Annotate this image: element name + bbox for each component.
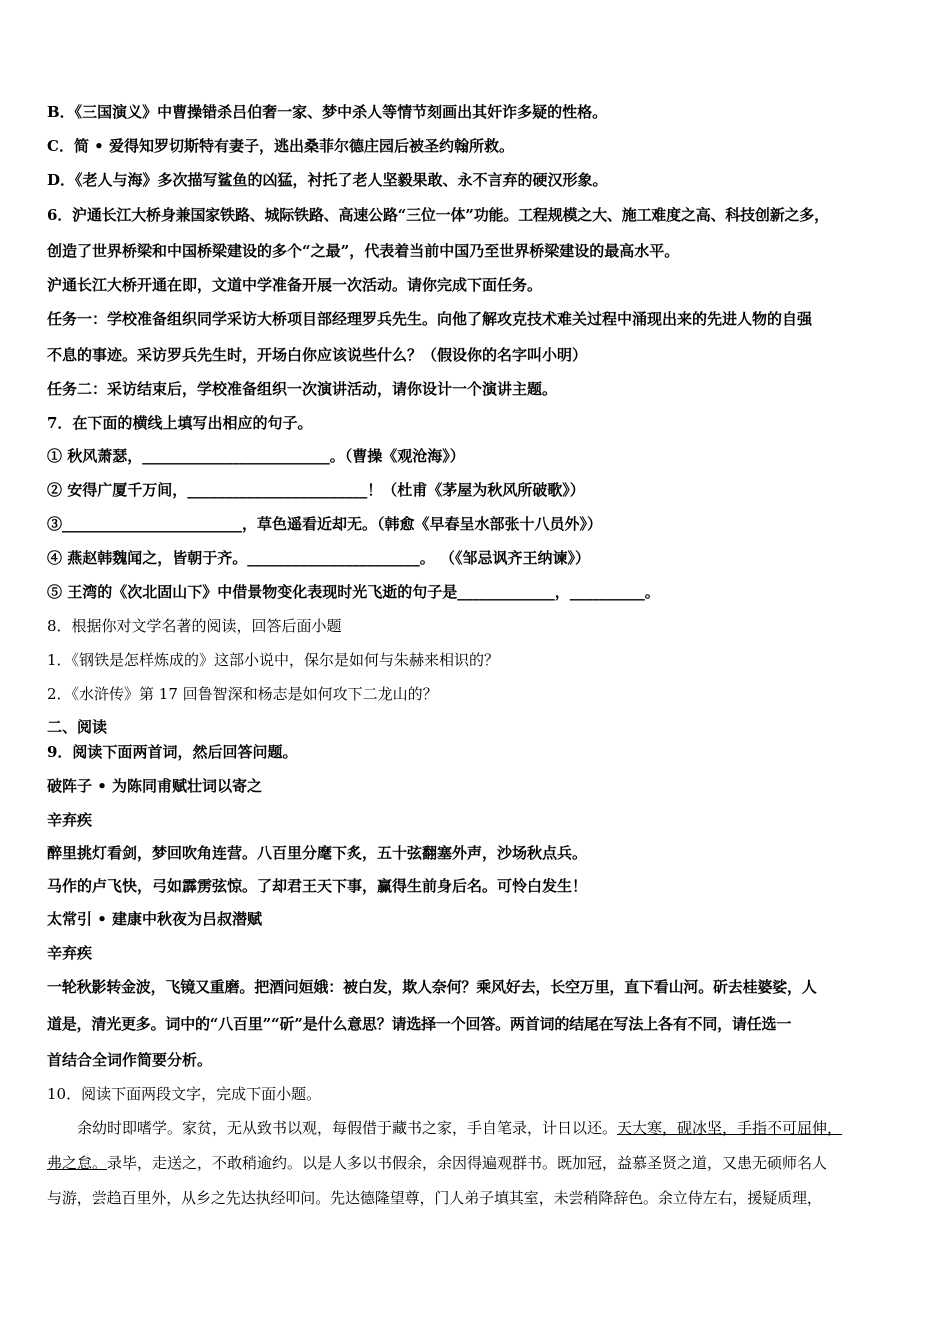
q8-sub-2: 2．《水浒传》第 17 回鲁智深和杨志是如何攻下二龙山的？ xyxy=(47,685,438,703)
q6-task2: 任务二：采访结束后，学校准备组织一次演讲活动，请你设计一个演讲主题。 xyxy=(47,380,558,398)
passage-line-3: 与游，尝趋百里外，从乡之先达执经叩问。先达德隆望尊，门人弟子填其室，未尝稍降辞色。余立侍左右，援疑质理， xyxy=(47,1189,822,1207)
q8-sub-1: 1．《钢铁是怎样炼成的》这部小说中，保尔是如何与朱赫来相识的？ xyxy=(47,651,500,669)
passage-text: 录毕，走送之，不敢稍逾约。以是人多以书假余，余因得遍观群书。既加冠，益慕圣贤之道，又患无硕师名人 xyxy=(107,1154,828,1172)
q6-line-1: 6．沪通长江大桥身兼国家铁路、城际铁路、高速公路“三位一体”功能。工程规模之大、施工难度之高、科技创新之多， xyxy=(47,206,829,224)
q6-task1-line-1: 任务一：学校准备组织同学采访大桥项目部经理罗兵先生。向他了解攻克技术难关过程中涌现出来的先进人物的自强 xyxy=(47,310,813,328)
q7-title: 7．在下面的横线上填写出相应的句子。 xyxy=(47,414,313,432)
section-heading-reading: 二、阅读 xyxy=(47,718,108,736)
q6-line-3: 沪通长江大桥开通在即，文道中学准备开展一次活动。请你完成下面任务。 xyxy=(47,276,543,294)
passage-underlined-text: 弗之怠。 xyxy=(47,1154,108,1172)
passage-line-1 xyxy=(77,1118,842,1138)
poem-1-line-2: 马作的卢飞快，弓如霹雳弦惊。了却君王天下事，赢得生前身后名。可怜白发生！ xyxy=(47,877,588,895)
q8-title: 8．根据你对文学名著的阅读，回答后面小题 xyxy=(47,617,342,635)
poem-2-line-3: 首结合全词作简要分析。 xyxy=(47,1051,213,1069)
poem-2-line-2: 道是，清光更多。词中的“八百里”“斫”是什么意思？请选择一个回答。两首词的结尾在写法上各有不同，请任选一 xyxy=(47,1015,792,1033)
passage-underlined-text: 天大寒，砚冰坚，手指不可屈伸， xyxy=(617,1119,843,1137)
q7-item-1: ① 秋风萧瑟，_________________________。（曹操《观沧海》） xyxy=(47,447,465,465)
option-b: B．《三国演义》中曹操错杀吕伯奢一家、梦中杀人等情节刻画出其奸诈多疑的性格。 xyxy=(47,103,608,121)
q7-item-4: ④ 燕赵韩魏闻之，皆朝于齐。_______________________。 （《邹忌讽齐王纳谏》） xyxy=(47,549,590,567)
poem-2-line-1: 一轮秋影转金波，飞镜又重磨。把酒问姮娥：被白发，欺人奈何？乘风好去，长空万里，直下看山河。斫去桂婆娑，人 xyxy=(47,978,817,996)
passage-text: 余幼时即嗜学。家贫，无从致书以观，每假借于藏书之家，手自笔录，计日以还。 xyxy=(77,1119,618,1137)
poem-1-title: 破阵子 • 为陈同甫赋壮词以寄之 xyxy=(47,777,263,795)
q10-title: 10．阅读下面两段文字，完成下面小题。 xyxy=(47,1085,322,1103)
option-d: D．《老人与海》多次描写鲨鱼的凶猛，衬托了老人坚毅果敢、永不言弃的硬汉形象。 xyxy=(47,171,608,189)
q7-item-3: ③________________________，草色遥看近却无。（韩愈《早春呈水部张十八员外》） xyxy=(47,515,603,533)
poem-1-line-1: 醉里挑灯看剑，梦回吹角连营。八百里分麾下炙，五十弦翻塞外声，沙场秋点兵。 xyxy=(47,844,588,862)
poem-1-author: 辛弃疾 xyxy=(47,811,93,829)
option-c: C．简 • 爱得知罗切斯特有妻子，逃出桑菲尔德庄园后被圣约翰所救。 xyxy=(47,137,514,155)
q6-task1-line-2: 不息的事迹。采访罗兵先生时，开场白你应该说些什么？（假设你的名字叫小明） xyxy=(47,346,588,364)
q7-item-5: ⑤ 王湾的《次北固山下》中借景物变化表现时光飞逝的句子是_____________，__________。 xyxy=(47,583,660,601)
poem-2-author: 辛弃疾 xyxy=(47,944,93,962)
q6-line-2: 创造了世界桥梁和中国桥梁建设的多个“之最”，代表着当前中国乃至世界桥梁建设的最高水平。 xyxy=(47,242,680,260)
q9-title: 9．阅读下面两首词，然后回答问题。 xyxy=(47,743,298,761)
passage-line-2 xyxy=(47,1153,827,1173)
poem-2-title: 太常引 • 建康中秋夜为吕叔潜赋 xyxy=(47,910,263,928)
q7-item-2: ② 安得广厦千万间，________________________！（杜甫《茅屋为秋风所破歌》） xyxy=(47,481,585,499)
